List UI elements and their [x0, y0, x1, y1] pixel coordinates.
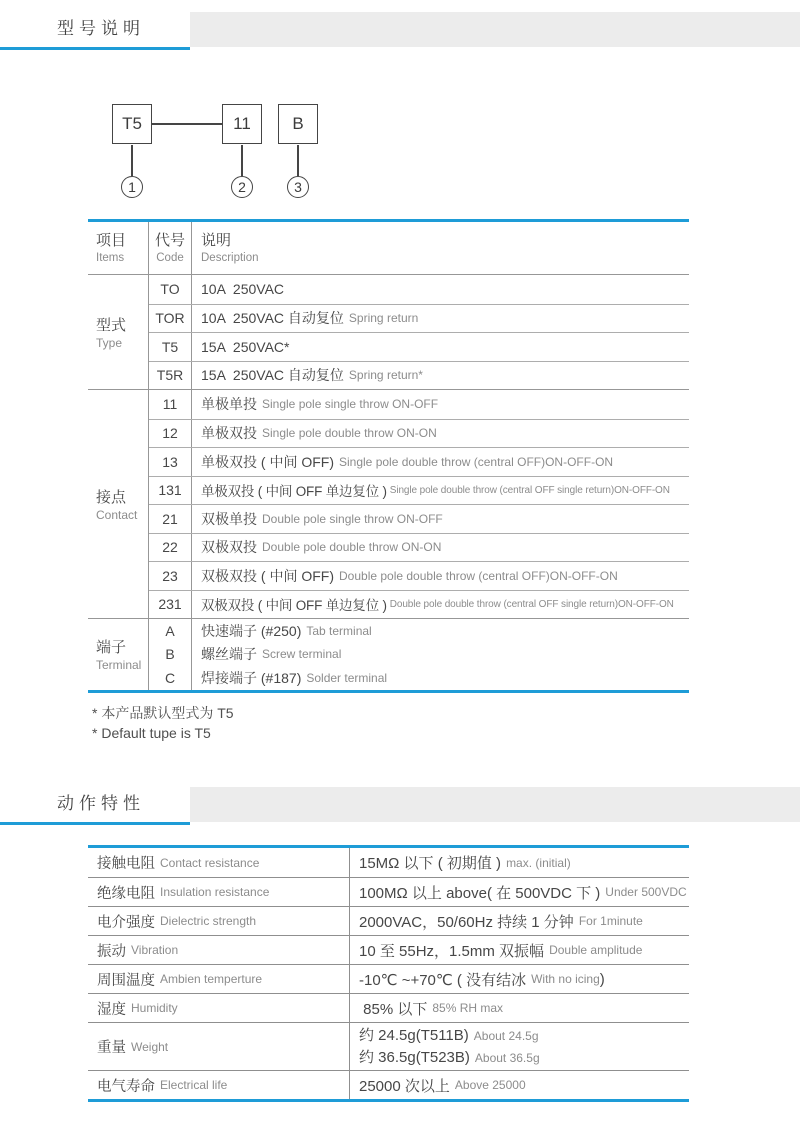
- spec-value: 2000VAC，50/60Hz 持续 1 分钟: [359, 913, 574, 931]
- row-desc-zh: 单极双投: [201, 425, 257, 442]
- table-row: [149, 561, 689, 590]
- diagram-marker-3-number: 3: [294, 179, 302, 195]
- table-row: [88, 1070, 689, 1099]
- table-row: [88, 906, 689, 935]
- spec-value: 15MΩ 以下 ( 初期值 ): [359, 855, 502, 872]
- section-terminal-label-zh: 端子: [96, 639, 127, 657]
- row-code: 21: [149, 505, 192, 533]
- spec-label-en: Ambien temperture: [160, 972, 263, 986]
- table-row: [88, 877, 689, 906]
- row-code: TOR: [149, 305, 192, 333]
- spec-value-en: For 1minute: [578, 914, 643, 928]
- model-code-table: [88, 219, 689, 693]
- section2-header-tab: [0, 787, 190, 825]
- row-desc-zh: 10A 250VAC 自动复位: [201, 310, 344, 327]
- diagram-marker-3: [287, 176, 309, 198]
- diagram-marker-2: [231, 176, 253, 198]
- header-items: [88, 222, 149, 274]
- spec-value: 约 36.5g(T523B): [359, 1048, 470, 1066]
- row-code: C: [149, 666, 192, 690]
- section-terminal: [88, 619, 689, 690]
- table-row: [149, 332, 689, 361]
- diagram-connector-vertical-3: [297, 145, 299, 176]
- row-code: 22: [149, 534, 192, 562]
- spec-value: 85% 以下: [359, 1000, 428, 1018]
- table-row: [149, 390, 689, 419]
- section-terminal-label-en: Terminal: [96, 658, 142, 673]
- diagram-box-type-code: T5: [122, 114, 142, 133]
- row-desc-en: Screw terminal: [262, 647, 342, 662]
- spec-label-zh: 绝缘电阻: [97, 885, 155, 902]
- table-row: [149, 419, 689, 448]
- spec-value: 25000 次以上: [359, 1077, 450, 1095]
- section-contact-label: [88, 390, 149, 618]
- table-row-weight: [88, 1022, 689, 1070]
- spec-label-zh: 重量: [97, 1040, 126, 1056]
- table-row: [88, 993, 689, 1022]
- spec-label-en: Insulation resistance: [160, 885, 270, 899]
- row-desc-en: Tab terminal: [306, 623, 372, 638]
- row-code: A: [149, 619, 192, 643]
- row-desc-zh: 快速端子 (#250): [201, 622, 302, 639]
- row-desc-en: Double pole single throw ON-OFF: [262, 511, 443, 526]
- diagram-box-terminal-code: B: [292, 114, 304, 133]
- section2-title: 动作特性: [57, 794, 145, 813]
- section-contact: [88, 390, 689, 619]
- row-code: 11: [149, 390, 192, 419]
- section-contact-label-zh: 接点: [96, 489, 127, 506]
- footnote-default-type-en: * Default tupe is T5: [92, 725, 211, 741]
- section-contact-rows: [149, 390, 689, 618]
- spec-label-en: Humidity: [131, 1001, 178, 1015]
- spec-label-zh: 电介强度: [97, 914, 155, 931]
- spec-value-en: Under 500VDC: [605, 885, 687, 899]
- spec-value-tail: ): [599, 970, 605, 988]
- spec-label-zh: 电气寿命: [97, 1078, 155, 1095]
- spec-label-en: Weight: [131, 1039, 169, 1054]
- spec-value: 10 至 55Hz，1.5mm 双振幅: [359, 942, 545, 960]
- section-type-rows: [149, 275, 689, 389]
- row-desc-zh: 15A 250VAC*: [201, 338, 290, 355]
- row-desc-zh: 双极双投 ( 中间 OFF 单边复位 ): [201, 598, 387, 614]
- table-row: [149, 476, 689, 505]
- spec-label-en: Vibration: [131, 943, 179, 957]
- row-desc-en: Single pole single throw ON-OFF: [262, 397, 439, 412]
- diagram-marker-1-number: 1: [128, 179, 136, 195]
- footnote-default-type-zh: * 本产品默认型式为 T5: [92, 705, 234, 721]
- table-row: [149, 666, 689, 690]
- row-desc-en: Single pole double throw ON-ON: [262, 426, 437, 441]
- spec-value-en: max. (initial): [506, 855, 571, 870]
- row-desc-en: Double pole double throw ON-ON: [262, 540, 442, 555]
- row-code: 23: [149, 562, 192, 590]
- spec-value: 约 24.5g(T511B): [359, 1026, 469, 1044]
- section-terminal-rows: [149, 619, 689, 690]
- diagram-box-contact: [222, 104, 262, 144]
- row-desc-zh: 单极单投: [201, 396, 257, 413]
- header-code-en: Code: [156, 252, 184, 264]
- row-code: 231: [149, 591, 192, 619]
- header-description-zh: 说明: [201, 232, 232, 249]
- row-desc-zh: 单极双投 ( 中间 OFF): [201, 453, 334, 470]
- spec-value: -10℃ ~+70℃ ( 没有结冰: [359, 971, 527, 989]
- table-row: [149, 533, 689, 562]
- spec-label-zh: 振动: [97, 943, 126, 960]
- header-description-en: Description: [201, 252, 259, 264]
- header-items-zh: 项目: [96, 232, 127, 249]
- spec-value-en: 85% RH max: [432, 1001, 504, 1015]
- table-row: [88, 935, 689, 964]
- row-code: TO: [149, 275, 192, 304]
- diagram-marker-2-number: 2: [238, 179, 246, 195]
- spec-value-en: Double amplitude: [549, 943, 643, 957]
- row-code: 12: [149, 420, 192, 448]
- diagram-box-type: [112, 104, 152, 144]
- section-type: [88, 275, 689, 390]
- diagram-connector-horizontal: [152, 123, 222, 125]
- row-desc-zh: 螺丝端子: [201, 646, 257, 663]
- spec-value-en: With no icing: [531, 972, 600, 986]
- section-terminal-label: [88, 619, 149, 690]
- diagram-connector-vertical-2: [241, 145, 243, 176]
- row-desc-zh: 焊接端子 (#187): [201, 669, 302, 686]
- row-desc-zh: 双极双投: [201, 539, 257, 556]
- spec-label-zh: 周围温度: [97, 972, 155, 989]
- section-type-label-zh: 型式: [96, 317, 127, 334]
- section-type-label: [88, 275, 149, 389]
- row-desc-en: Single pole double throw (central OFF single return)ON-OFF-ON: [389, 484, 670, 496]
- table-row: [149, 590, 689, 619]
- row-desc-zh: 10A 250VAC: [201, 281, 285, 298]
- table-row: [88, 964, 689, 993]
- table-row: [149, 504, 689, 533]
- row-desc-zh: 单极双投 ( 中间 OFF 单边复位 ): [201, 484, 387, 500]
- header-code: [149, 222, 192, 274]
- diagram-marker-1: [121, 176, 143, 198]
- spec-value-en: About 24.5g: [473, 1028, 539, 1043]
- row-desc-en: Double pole double throw (central OFF single return)ON-OFF-ON: [389, 598, 674, 610]
- table-row: [149, 304, 689, 333]
- spec-value-en: About 36.5g: [474, 1050, 540, 1065]
- row-desc-zh: 15A 250VAC 自动复位: [201, 367, 344, 384]
- spec-value: 100MΩ 以上 above( 在 500VDC 下 ): [359, 884, 601, 902]
- table-row: [149, 361, 689, 390]
- table-row: [149, 447, 689, 476]
- row-code: 131: [149, 477, 192, 505]
- section-contact-label-en: Contact: [96, 508, 138, 522]
- section1-title: 型号说明: [57, 19, 145, 38]
- spec-label-zh: 接触电阻: [97, 856, 155, 872]
- table-row: [88, 848, 689, 877]
- spec-label-en: Dielectric strength: [160, 914, 257, 928]
- spec-label-en: Electrical life: [160, 1078, 228, 1092]
- row-desc-en: Single pole double throw (central OFF)ON-OFF-ON: [339, 454, 614, 469]
- table-row: [149, 275, 689, 304]
- row-desc-en: Spring return: [348, 311, 419, 326]
- table-row: [149, 619, 689, 643]
- row-desc-en: Double pole double throw (central OFF)ON-OFF-ON: [339, 568, 618, 583]
- row-desc-zh: 双极双投 ( 中间 OFF): [201, 567, 334, 584]
- row-code: 13: [149, 448, 192, 476]
- header-items-en: Items: [96, 252, 125, 264]
- diagram-connector-vertical-1: [131, 145, 133, 176]
- section1-header-tab: [0, 12, 190, 50]
- row-desc-en: Solder terminal: [306, 670, 388, 685]
- row-code: B: [149, 643, 192, 667]
- header-description: [192, 222, 689, 274]
- row-code: T5: [149, 333, 192, 361]
- spec-label-zh: 湿度: [97, 1001, 126, 1018]
- diagram-box-contact-code: 11: [233, 114, 251, 133]
- row-code: T5R: [149, 362, 192, 390]
- table-row: [149, 643, 689, 667]
- model-table-header-row: [88, 222, 689, 275]
- spec-value-en: Above 25000: [454, 1078, 526, 1092]
- diagram-box-terminal: [278, 104, 318, 144]
- operating-characteristics-table: [88, 845, 689, 1102]
- spec-label-en: Contact resistance: [160, 855, 260, 870]
- row-desc-en: Spring return*: [348, 368, 423, 383]
- section-type-label-en: Type: [96, 336, 123, 350]
- header-code-zh: 代号: [154, 232, 185, 249]
- row-desc-zh: 双极单投: [201, 510, 257, 527]
